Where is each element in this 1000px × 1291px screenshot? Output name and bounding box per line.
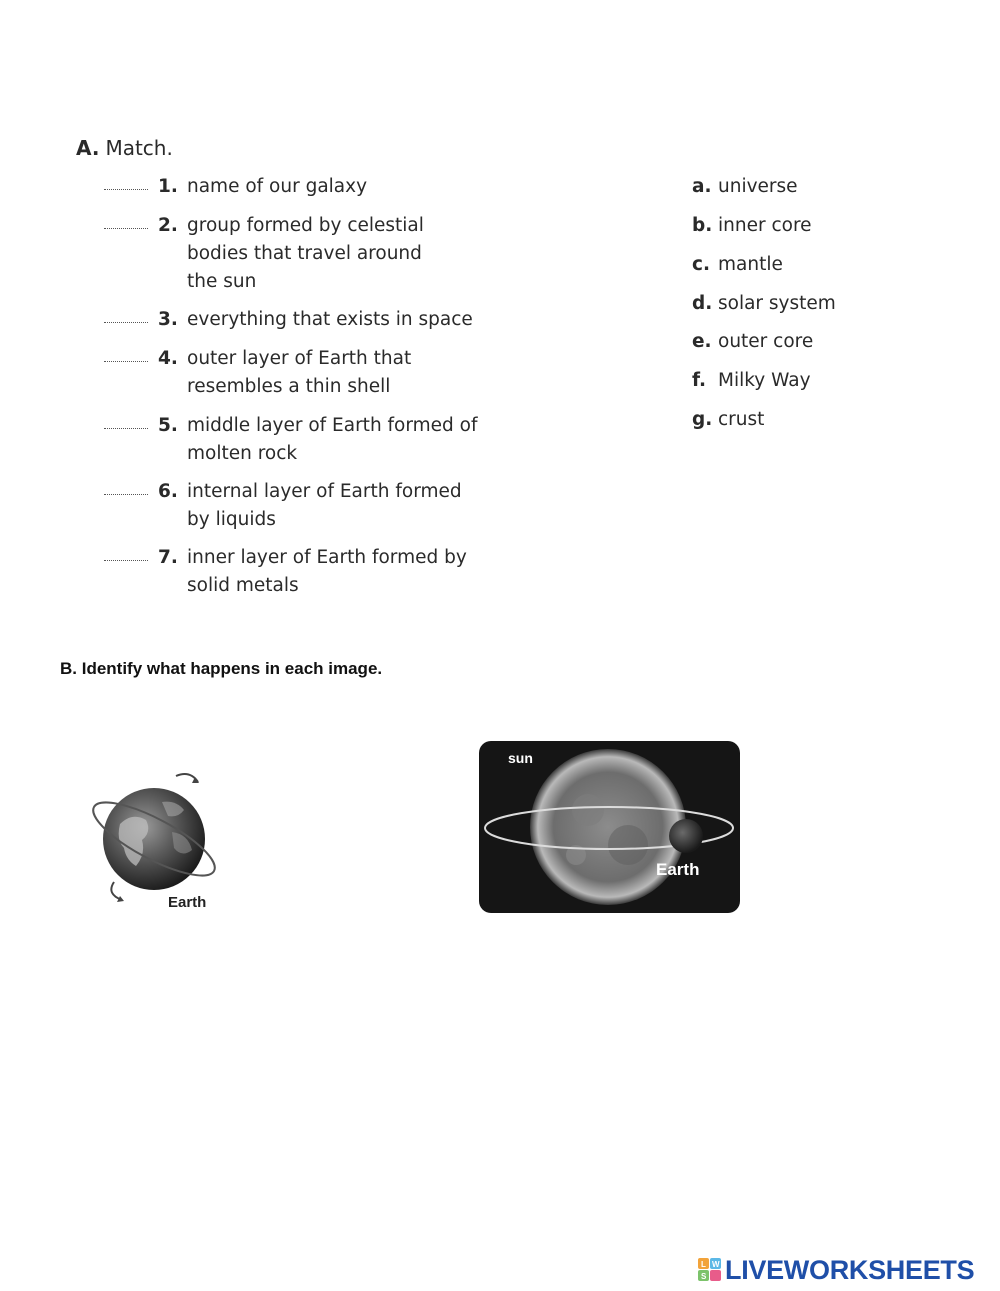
question-line: internal layer of Earth formed <box>187 481 462 502</box>
question-number: 4. <box>158 348 178 369</box>
answer-blank-2[interactable] <box>104 228 148 229</box>
question-text <box>187 345 527 401</box>
option-text: Milky Way <box>718 370 811 391</box>
earth-rotation-figure <box>80 762 230 917</box>
section-a-heading <box>76 136 173 160</box>
option-text: inner core <box>718 215 812 236</box>
option-text: solar system <box>718 293 836 314</box>
section-b-heading: B. Identify what happens in each image. <box>60 659 383 678</box>
option-text: crust <box>718 409 765 430</box>
question-line: name of our galaxy <box>187 176 368 197</box>
option-b <box>692 212 812 240</box>
question-text <box>187 478 527 534</box>
option-d <box>692 290 836 318</box>
option-text: mantle <box>718 254 783 275</box>
option-letter: f. <box>692 370 707 391</box>
question-text <box>187 544 527 600</box>
question-number: 6. <box>158 481 178 502</box>
question-text <box>187 412 527 468</box>
liveworksheets-logo-icon <box>698 1258 722 1282</box>
option-text: universe <box>718 176 798 197</box>
earth-label-1: Earth <box>168 894 207 911</box>
logo-icon-letter: W <box>712 1260 720 1269</box>
question-text <box>187 173 527 201</box>
question-line: molten rock <box>187 443 298 464</box>
liveworksheets-logo[interactable] <box>698 1255 998 1287</box>
question-number: 2. <box>158 215 178 236</box>
sun-icon <box>530 749 686 905</box>
question-text <box>187 306 527 334</box>
earth-small-icon <box>669 819 703 853</box>
option-letter: g. <box>692 409 713 430</box>
option-letter: e. <box>692 331 712 352</box>
answer-blank-6[interactable] <box>104 494 148 495</box>
logo-icon-letter: L <box>701 1260 706 1269</box>
liveworksheets-logo-text: LIVEWORKSHEETS <box>725 1255 975 1285</box>
earth-label-2: Earth <box>656 860 700 879</box>
question-number: 3. <box>158 309 178 330</box>
question-line: the sun <box>187 271 257 292</box>
answer-blank-3[interactable] <box>104 322 148 323</box>
question-line: outer layer of Earth that <box>187 348 412 369</box>
answer-blank-1[interactable] <box>104 189 148 190</box>
question-line: group formed by celestial <box>187 215 424 236</box>
question-number: 7. <box>158 547 178 568</box>
section-a-title: Match. <box>105 136 173 160</box>
question-line: by liquids <box>187 509 276 530</box>
section-a-letter: A. <box>76 136 100 160</box>
earth-orbit-figure <box>478 740 741 914</box>
option-letter: b. <box>692 215 713 236</box>
question-line: middle layer of Earth formed of <box>187 415 478 436</box>
question-number: 1. <box>158 176 178 197</box>
answer-blank-7[interactable] <box>104 560 148 561</box>
option-letter: d. <box>692 293 713 314</box>
option-f <box>692 367 811 395</box>
option-text: outer core <box>718 331 814 352</box>
answer-blank-5[interactable] <box>104 428 148 429</box>
option-letter: c. <box>692 254 710 275</box>
question-line: inner layer of Earth formed by <box>187 547 467 568</box>
question-text <box>187 212 527 296</box>
option-c <box>692 251 783 279</box>
option-g <box>692 406 764 434</box>
sun-label: sun <box>508 750 533 766</box>
question-line: bodies that travel around <box>187 243 422 264</box>
option-a <box>692 173 798 201</box>
question-line: resembles a thin shell <box>187 376 391 397</box>
option-letter: a. <box>692 176 712 197</box>
logo-icon-letter: S <box>701 1272 707 1281</box>
question-number: 5. <box>158 415 178 436</box>
question-line: solid metals <box>187 575 299 596</box>
option-e <box>692 328 813 356</box>
answer-blank-4[interactable] <box>104 361 148 362</box>
question-line: everything that exists in space <box>187 309 473 330</box>
